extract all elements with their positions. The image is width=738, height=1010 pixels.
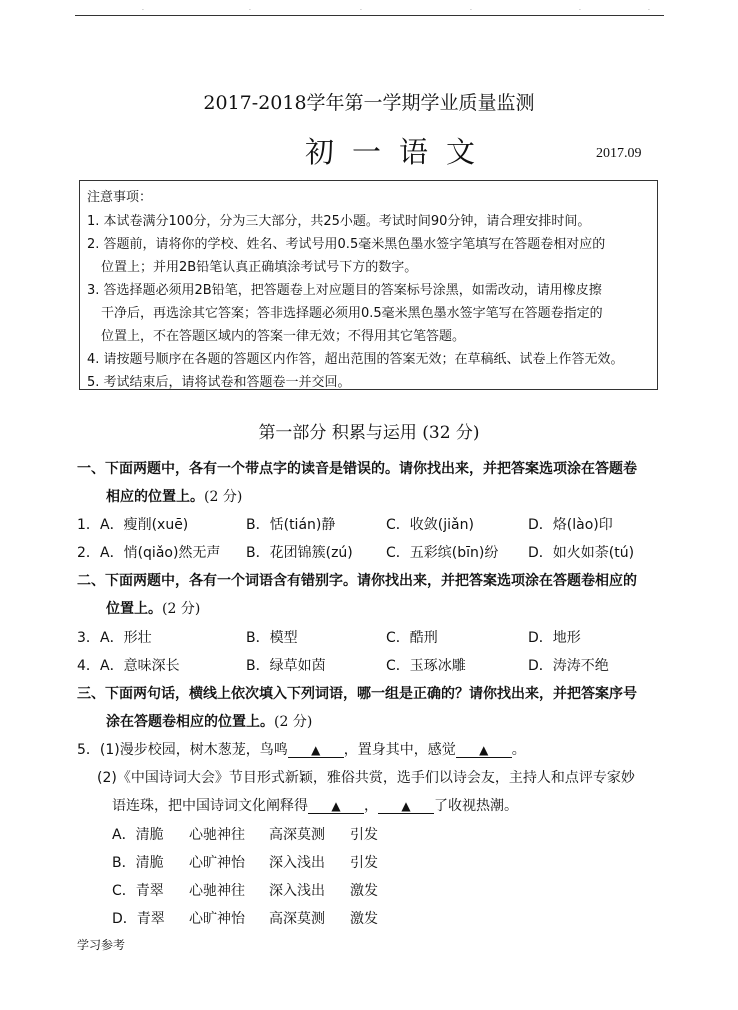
- q3-option-a: A．形壮: [100, 630, 152, 646]
- q3-option-d: D．地形: [528, 630, 581, 646]
- q2-number: 2．: [77, 545, 100, 561]
- q5-option-b-2: 心旷神怡: [189, 855, 245, 871]
- q3-option-c: C．酷刑: [386, 630, 438, 646]
- q1-option-d: D．烙(lào)印: [528, 517, 613, 533]
- question-group-three-line1: 三、下面两句话，横线上依次填入下列词语，哪一组是正确的？请你找出来，并把答案序号: [77, 686, 637, 702]
- q1-option-b: B．恬(tián)静: [246, 517, 336, 533]
- q5-sentence-2-line1: (2)《中国诗词大会》节目形式新颖，雅俗共赏，选手们以诗会友，主持人和点评专家妙: [97, 770, 635, 786]
- question-group-one-line1: 一、下面两题中，各有一个带点字的读音是错误的。请你找出来，并把答案选项涂在答题卷: [77, 461, 637, 477]
- exam-title: 2017-2018学年第一学期学业质量监测: [203, 92, 535, 114]
- q5-s1-text: 5．(1)漫步校园，树木葱茏，鸟鸣: [77, 742, 288, 758]
- notice-line: 1. 本试卷满分100分，分为三大部分，共25小题。考试时间90分钟，请合理安排时间。: [87, 214, 591, 229]
- page-footer: 学习参考: [77, 938, 126, 952]
- notice-line: 干净后，再选涂其它答案；答非选择题必须用0.5毫米黑色墨水签字笔写在答题卷指定的: [101, 306, 603, 321]
- q3-option-b: B．模型: [246, 630, 298, 646]
- q2-option-c: C．五彩缤(bīn)纷: [386, 545, 499, 561]
- notice-line: 位置上；并用2B铅笔认真正确填涂考试号下方的数字。: [101, 260, 418, 275]
- header-dot: .: [648, 5, 650, 12]
- q5-option-c-1: C．青翠: [112, 883, 164, 899]
- q5-s2-text: 语连珠，把中国诗词文化阐释得: [112, 798, 308, 814]
- notice-line: 位置上，不在答题区域内的答案一律无效；不得用其它笔答题。: [101, 329, 466, 344]
- q5-option-c-2: 心驰神往: [189, 883, 245, 899]
- q5-option-a-4: 引发: [350, 827, 378, 843]
- q4-number: 4．: [77, 658, 100, 674]
- header-dot: .: [470, 5, 472, 12]
- q5-option-a-2: 心驰神往: [189, 827, 245, 843]
- subject-title: 初一语文: [305, 135, 494, 169]
- q3-number: 3．: [77, 630, 100, 646]
- notice-line: 2. 答题前，请将你的学校、姓名、考试号用0.5毫米黑色墨水签字笔填写在答题卷相对应的: [87, 237, 606, 252]
- q5-option-d-2: 心旷神怡: [189, 911, 245, 927]
- question-group-one-line2: [106, 486, 242, 506]
- q5-option-a-3: 高深莫测: [269, 827, 325, 843]
- q2-option-a: A．悄(qiǎo)然无声: [100, 545, 221, 561]
- question-group-two-line1: 二、下面两题中，各有一个词语含有错别字。请你找出来，并把答案选项涂在答题卷相应的: [77, 573, 637, 589]
- q5-s2-text: ，: [364, 798, 378, 814]
- question-group-three-instruction: 涂在答题卷相应的位置上。: [106, 714, 274, 730]
- q5-option-b-3: 深入浅出: [269, 855, 325, 871]
- header-dot: .: [249, 5, 251, 12]
- exam-date: 2017.09: [596, 146, 642, 161]
- q5-sentence-1: [77, 739, 526, 759]
- q4-option-b: B．绿草如茵: [246, 658, 326, 674]
- notice-line: 3. 答选择题必须用2B铅笔，把答题卷上对应题目的答案标号涂黑，如需改动，请用橡皮擦: [87, 283, 602, 298]
- q5-s1-text: ，置身其中，感觉: [343, 742, 456, 758]
- question-group-three-line2: [106, 711, 312, 731]
- q5-option-d-4: 激发: [350, 911, 378, 927]
- question-score: (2 分): [274, 714, 313, 730]
- question-score: (2 分): [204, 489, 243, 505]
- q1-number: 1．: [77, 517, 100, 533]
- notice-heading: 注意事项：: [87, 190, 153, 205]
- q5-option-d-1: D．青翠: [112, 911, 165, 927]
- q5-s2-text: 了收视热潮。: [434, 798, 518, 814]
- q5-option-b-1: B．清脆: [112, 855, 164, 871]
- question-group-two-instruction: 位置上。: [106, 601, 162, 617]
- q5-option-d-3: 高深莫测: [269, 911, 325, 927]
- q5-option-c-3: 深入浅出: [269, 883, 325, 899]
- q4-option-d: D．涛涛不绝: [528, 658, 609, 674]
- q1-option-a: A．瘦削(xuē): [100, 517, 189, 533]
- header-dot: .: [360, 5, 362, 12]
- q5-option-b-4: 引发: [350, 855, 378, 871]
- q5-option-c-4: 激发: [350, 883, 378, 899]
- notice-line: 5. 考试结束后，请将试卷和答题卷一并交回。: [87, 375, 351, 390]
- q5-sentence-2-line2: [112, 795, 518, 815]
- q1-option-c: C．收敛(jiǎn): [386, 517, 474, 533]
- header-rule: [75, 15, 664, 16]
- q2-option-d: D．如火如荼(tú): [528, 545, 635, 561]
- answer-blank: ▲: [308, 799, 364, 814]
- q4-option-c: C．玉琢冰雕: [386, 658, 466, 674]
- section-title: 第一部分 积累与运用 (32 分): [258, 423, 480, 443]
- notice-line: 4. 请按题号顺序在各题的答题区内作答，超出范围的答案无效；在草稿纸、试卷上作答无效。: [87, 352, 624, 367]
- q4-option-a: A．意味深长: [100, 658, 180, 674]
- notice-box: [79, 180, 658, 390]
- q5-option-a-1: A．清脆: [112, 827, 164, 843]
- question-group-one-instruction: 相应的位置上。: [106, 489, 204, 505]
- answer-blank: ▲: [456, 743, 512, 758]
- answer-blank: ▲: [288, 743, 344, 758]
- header-dot: .: [142, 5, 144, 12]
- question-score: (2 分): [162, 601, 201, 617]
- header-dot: .: [579, 5, 581, 12]
- q2-option-b: B．花团锦簇(zú): [246, 545, 353, 561]
- q5-s1-text: 。: [511, 742, 526, 758]
- answer-blank: ▲: [378, 799, 434, 814]
- question-group-two-line2: [106, 598, 200, 618]
